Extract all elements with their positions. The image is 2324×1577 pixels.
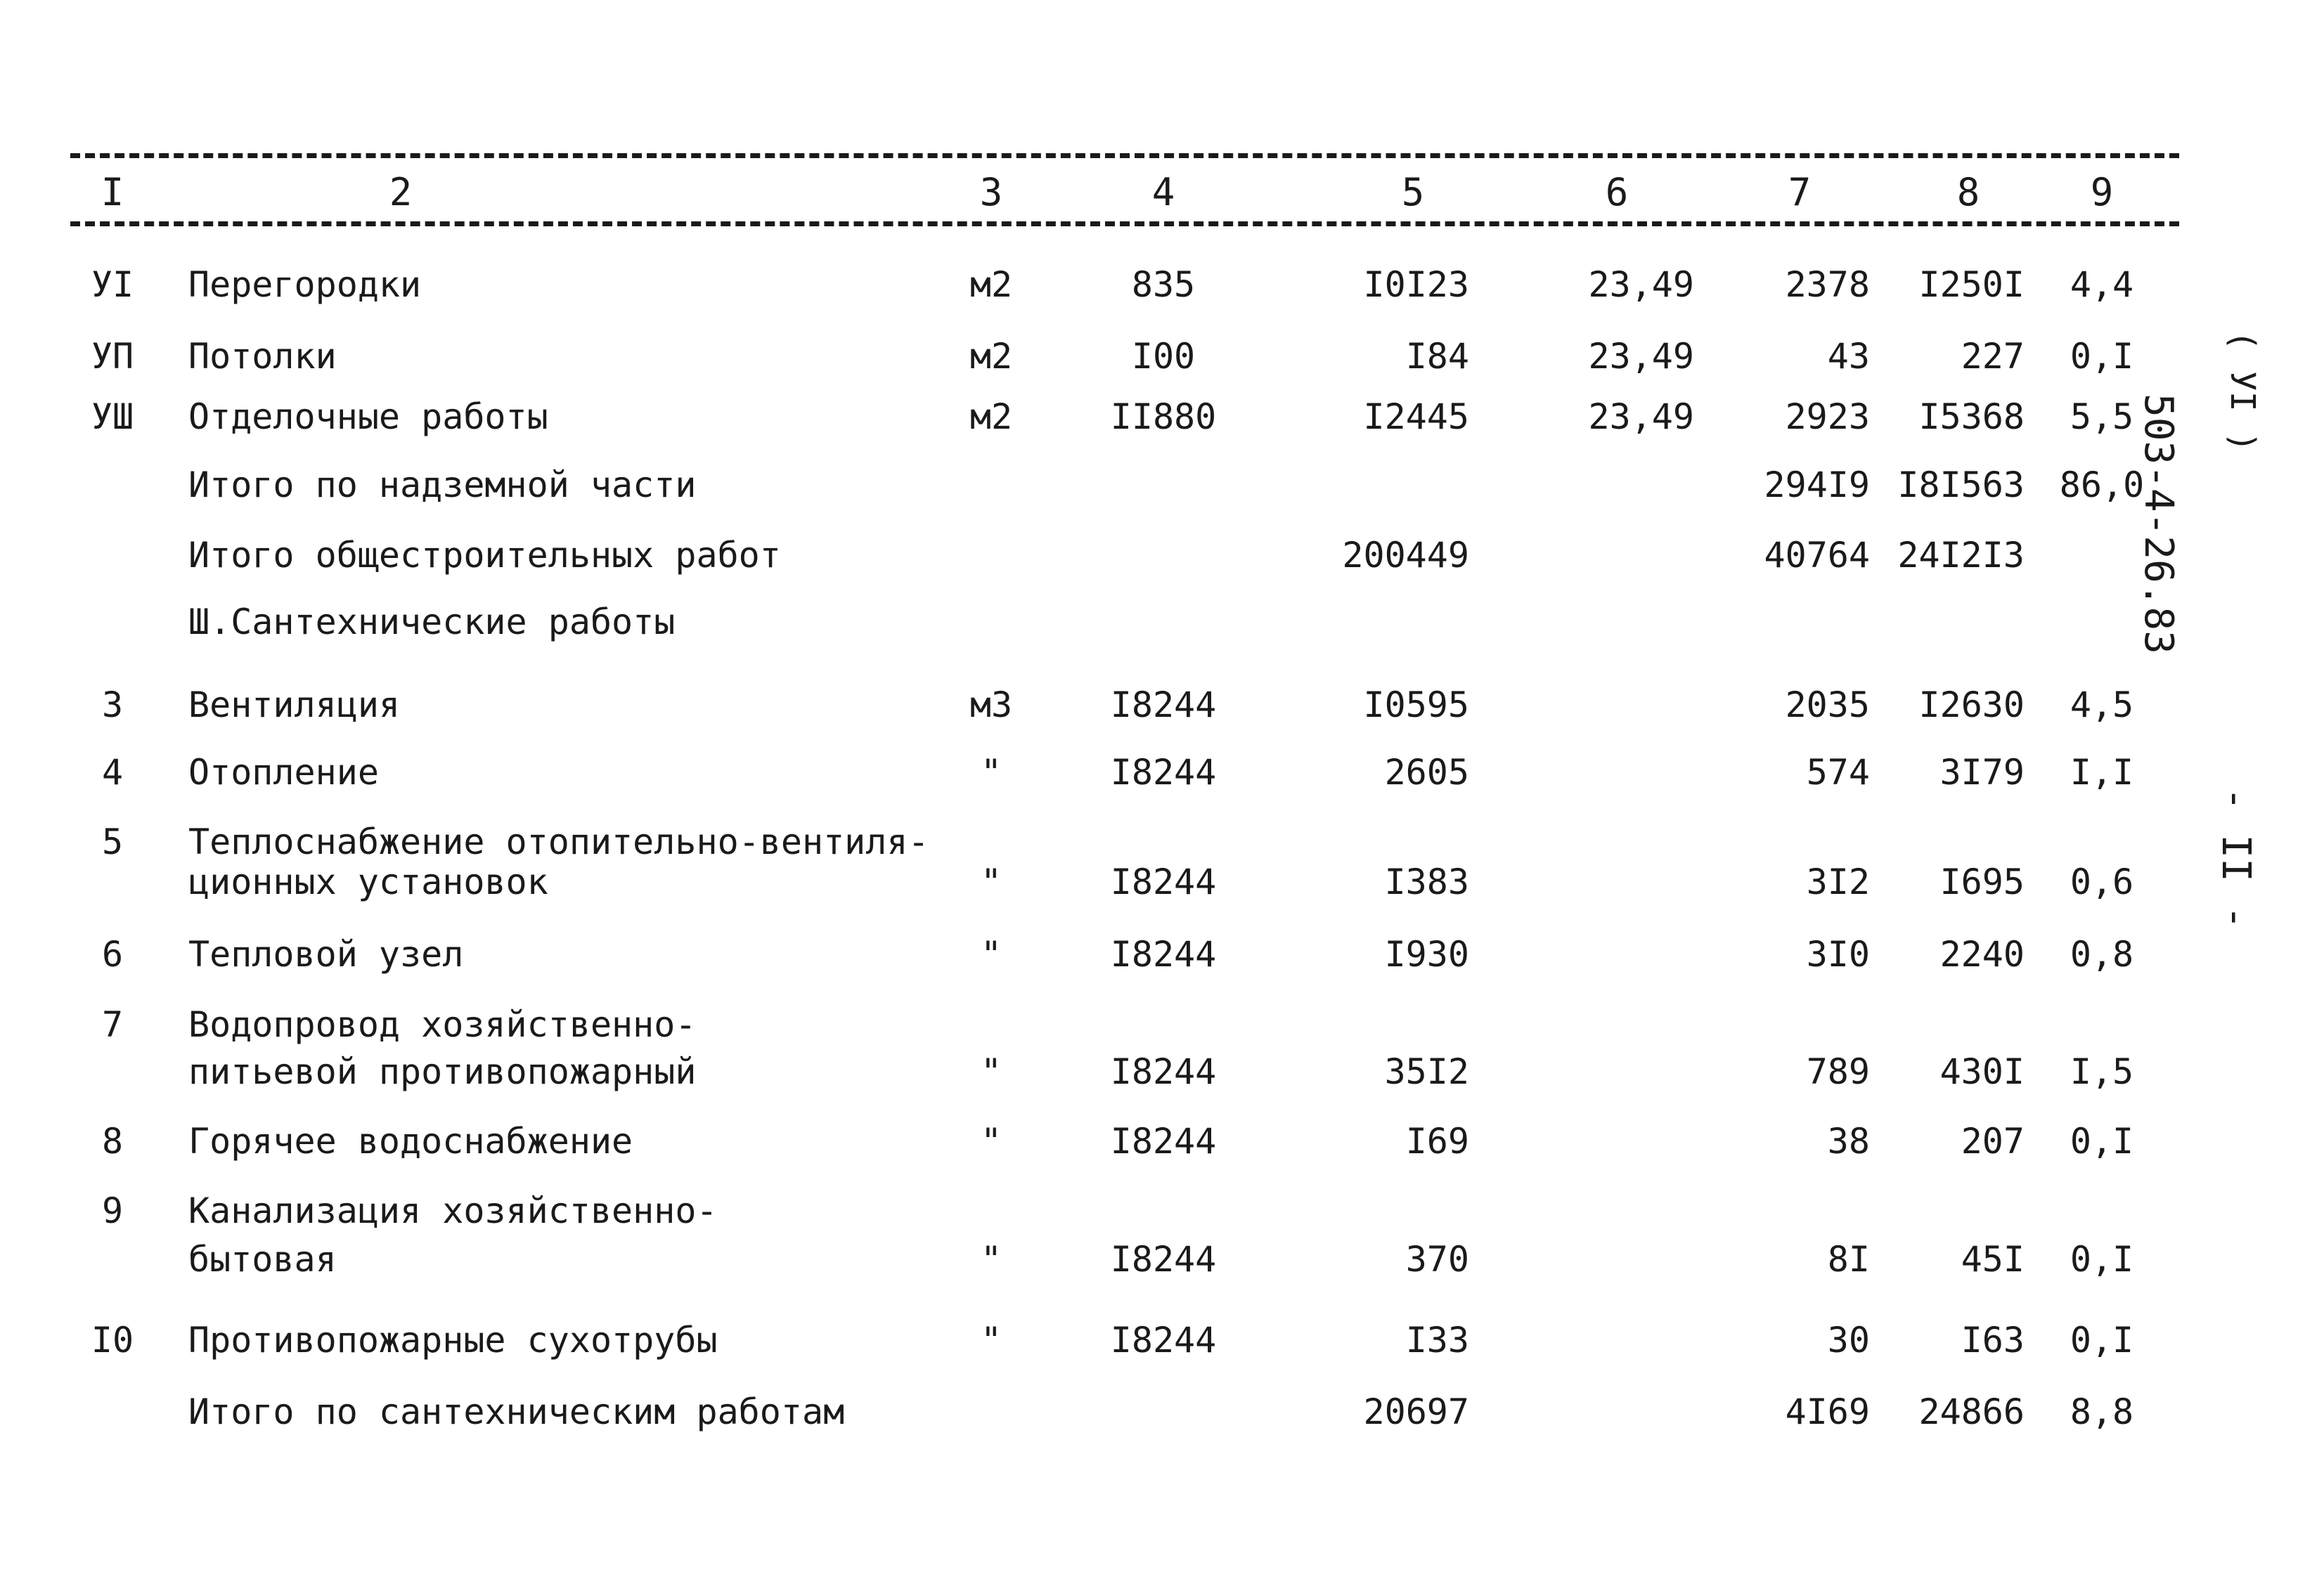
total-cell: I8I563 bbox=[1897, 465, 2025, 505]
percent-cell: 4,4 bbox=[2070, 264, 2134, 305]
percent-cell: 0,I bbox=[2070, 1121, 2134, 1162]
cost-cell: I383 bbox=[1384, 862, 1469, 902]
percent-cell: 0,I bbox=[2070, 1239, 2134, 1280]
item-name-cell: Водопровод хозяйственно- bbox=[188, 1004, 697, 1045]
row-number-cell: УI bbox=[91, 264, 134, 305]
total-cell: I695 bbox=[1939, 862, 2025, 902]
header-bottom-rule bbox=[70, 221, 2179, 226]
item-name-cell: Итого по надземной части bbox=[188, 465, 697, 505]
labor-cell: 43 bbox=[1827, 336, 1870, 377]
labor-cell: 2035 bbox=[1785, 684, 1870, 725]
item-name-cell: Канализация хозяйственно- bbox=[188, 1190, 718, 1231]
labor-cell: 38 bbox=[1827, 1121, 1870, 1162]
coefficient-cell: 23,49 bbox=[1588, 264, 1694, 305]
cost-cell: 2605 bbox=[1384, 752, 1469, 793]
labor-cell: 2923 bbox=[1785, 396, 1870, 437]
quantity-cell: I8244 bbox=[1110, 1320, 1217, 1361]
header-col-2: 2 bbox=[389, 170, 413, 214]
cost-cell: I930 bbox=[1384, 934, 1469, 975]
header-col-3: 3 bbox=[979, 170, 1003, 214]
quantity-cell: I8244 bbox=[1110, 1239, 1217, 1280]
cost-cell: 370 bbox=[1405, 1239, 1469, 1280]
item-name-cell: ционных установок bbox=[188, 862, 548, 902]
item-name-cell: Тепловой узел bbox=[188, 934, 464, 975]
unit-cell: " bbox=[980, 1051, 1002, 1092]
item-name-cell: Ш.Сантехнические работы bbox=[188, 602, 676, 642]
percent-cell: I,I bbox=[2070, 752, 2134, 793]
unit-cell: " bbox=[980, 934, 1002, 975]
unit-cell: м3 bbox=[969, 684, 1013, 725]
unit-cell: " bbox=[980, 1320, 1002, 1361]
total-cell: I63 bbox=[1961, 1320, 2025, 1361]
quantity-cell: 835 bbox=[1131, 264, 1196, 305]
labor-cell: 574 bbox=[1806, 752, 1870, 793]
cost-cell: 35I2 bbox=[1384, 1051, 1469, 1092]
item-name-cell: Перегородки bbox=[188, 264, 422, 305]
quantity-cell: I8244 bbox=[1110, 934, 1217, 975]
cost-cell: I0I23 bbox=[1363, 264, 1469, 305]
cost-cell: 200449 bbox=[1342, 535, 1469, 576]
quantity-cell: I8244 bbox=[1110, 862, 1217, 902]
coefficient-cell: 23,49 bbox=[1588, 396, 1694, 437]
item-name-cell: питьевой противопожарный bbox=[188, 1051, 697, 1092]
row-number-cell: I0 bbox=[91, 1320, 134, 1361]
item-name-cell: бытовая bbox=[188, 1239, 337, 1280]
cost-cell: I84 bbox=[1405, 336, 1469, 377]
quantity-cell: I8244 bbox=[1110, 1121, 1217, 1162]
item-name-cell: Теплоснабжение отопительно-вентиля- bbox=[188, 822, 929, 862]
total-cell: I2630 bbox=[1918, 684, 2025, 725]
header-col-1: I bbox=[101, 170, 124, 214]
item-name-cell: Горячее водоснабжение bbox=[188, 1121, 633, 1162]
labor-cell: 2378 bbox=[1785, 264, 1870, 305]
percent-cell: 86,0 bbox=[2059, 465, 2145, 505]
quantity-cell: I8244 bbox=[1110, 1051, 1217, 1092]
total-cell: 227 bbox=[1961, 336, 2025, 377]
percent-cell: I,5 bbox=[2070, 1051, 2134, 1092]
quantity-cell: II880 bbox=[1110, 396, 1217, 437]
unit-cell: " bbox=[980, 1121, 1002, 1162]
item-name-cell: Отделочные работы bbox=[188, 396, 548, 437]
cost-cell: I33 bbox=[1405, 1320, 1469, 1361]
header-col-4: 4 bbox=[1151, 170, 1175, 214]
cost-cell: 20697 bbox=[1363, 1391, 1469, 1432]
item-name-cell: Отопление bbox=[188, 752, 379, 793]
row-number-cell: УП bbox=[91, 336, 134, 377]
total-cell: 24I2I3 bbox=[1897, 535, 2025, 576]
cost-cell: I0595 bbox=[1363, 684, 1469, 725]
labor-cell: 789 bbox=[1806, 1051, 1870, 1092]
coefficient-cell: 23,49 bbox=[1588, 336, 1694, 377]
item-name-cell: Потолки bbox=[188, 336, 337, 377]
item-name-cell: Вентиляция bbox=[188, 684, 401, 725]
row-number-cell: 6 bbox=[101, 934, 124, 975]
row-number-cell: 7 bbox=[101, 1004, 124, 1045]
percent-cell: 0,6 bbox=[2070, 862, 2134, 902]
unit-cell: м2 bbox=[969, 336, 1013, 377]
document-code: 503-4-26.83 bbox=[2136, 394, 2181, 654]
header-col-5: 5 bbox=[1401, 170, 1425, 214]
header-top-rule bbox=[70, 153, 2179, 158]
total-cell: 430I bbox=[1939, 1051, 2025, 1092]
page-number: - II - bbox=[2213, 787, 2259, 930]
cost-cell: I2445 bbox=[1363, 396, 1469, 437]
cost-cell: I69 bbox=[1405, 1121, 1469, 1162]
row-number-cell: 5 bbox=[101, 822, 124, 862]
total-cell: 45I bbox=[1961, 1239, 2025, 1280]
percent-cell: 0,8 bbox=[2070, 934, 2134, 975]
total-cell: 24866 bbox=[1918, 1391, 2025, 1432]
item-name-cell: Итого общестроительных работ bbox=[188, 535, 781, 576]
percent-cell: 8,8 bbox=[2070, 1391, 2134, 1432]
quantity-cell: I00 bbox=[1131, 336, 1196, 377]
labor-cell: 294I9 bbox=[1764, 465, 1870, 505]
row-number-cell: 9 bbox=[101, 1190, 124, 1231]
item-name-cell: Итого по сантехническим работам bbox=[188, 1391, 845, 1432]
total-cell: I5368 bbox=[1918, 396, 2025, 437]
row-number-cell: 8 bbox=[101, 1121, 124, 1162]
total-cell: 207 bbox=[1961, 1121, 2025, 1162]
labor-cell: 3I0 bbox=[1806, 934, 1870, 975]
percent-cell: 0,I bbox=[2070, 336, 2134, 377]
header-col-8: 8 bbox=[1956, 170, 1980, 214]
unit-cell: м2 bbox=[969, 396, 1013, 437]
labor-cell: 3I2 bbox=[1806, 862, 1870, 902]
labor-cell: 8I bbox=[1827, 1239, 1870, 1280]
header-col-6: 6 bbox=[1605, 170, 1629, 214]
unit-cell: " bbox=[980, 862, 1002, 902]
row-number-cell: УШ bbox=[91, 396, 134, 437]
unit-cell: " bbox=[980, 1239, 1002, 1280]
quantity-cell: I8244 bbox=[1110, 752, 1217, 793]
header-col-7: 7 bbox=[1788, 170, 1812, 214]
labor-cell: 4I69 bbox=[1785, 1391, 1870, 1432]
item-name-cell: Противопожарные сухотрубы bbox=[188, 1320, 718, 1361]
row-number-cell: 4 bbox=[101, 752, 124, 793]
quantity-cell: I8244 bbox=[1110, 684, 1217, 725]
row-number-cell: 3 bbox=[101, 684, 124, 725]
total-cell: I250I bbox=[1918, 264, 2025, 305]
percent-cell: 4,5 bbox=[2070, 684, 2134, 725]
unit-cell: " bbox=[980, 752, 1002, 793]
total-cell: 2240 bbox=[1939, 934, 2025, 975]
header-col-9: 9 bbox=[2090, 170, 2114, 214]
side-note: ( УI ) bbox=[2223, 330, 2262, 453]
total-cell: 3I79 bbox=[1939, 752, 2025, 793]
percent-cell: 5,5 bbox=[2070, 396, 2134, 437]
unit-cell: м2 bbox=[969, 264, 1013, 305]
labor-cell: 40764 bbox=[1764, 535, 1870, 576]
percent-cell: 0,I bbox=[2070, 1320, 2134, 1361]
labor-cell: 30 bbox=[1827, 1320, 1870, 1361]
